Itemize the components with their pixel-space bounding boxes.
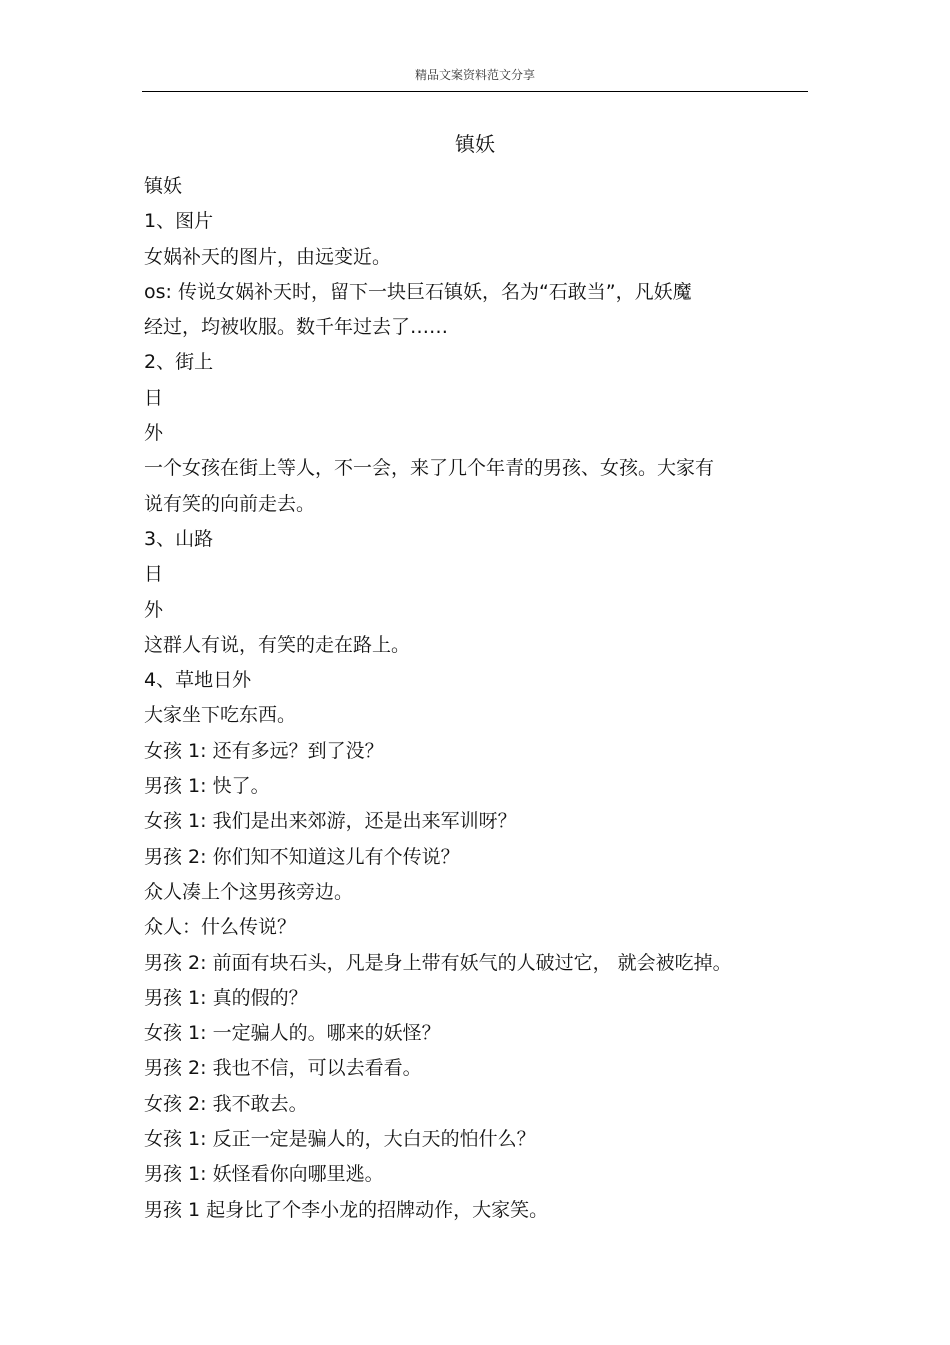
body-line: 外	[144, 598, 164, 621]
body-line: 这群人有说，有笑的走在路上。	[144, 633, 411, 656]
body-line: 女孩 1: 一定骗人的。哪来的妖怪？	[144, 1022, 441, 1045]
body-line: 男孩 2: 你们知不知道这儿有个传说？	[144, 845, 460, 868]
body-line: 3、山路	[144, 527, 214, 550]
document-body	[144, 169, 824, 1228]
body-line: 经过，均被收服。数千年过去了……	[144, 316, 449, 339]
page-header: 精品文案资料范文分享	[414, 68, 535, 82]
body-line: 男孩 1: 快了。	[144, 775, 270, 798]
body-line: 4、草地日外	[144, 669, 252, 692]
header-divider	[142, 91, 808, 92]
body-line: 男孩 1 起身比了个李小龙的招牌动作，大家笑。	[144, 1198, 549, 1221]
body-line: 一个女孩在街上等人，不一会，来了几个年青的男孩、女孩。大家有	[144, 457, 715, 480]
body-line: 2、街上	[144, 351, 214, 374]
body-line: 说有笑的向前走去。	[144, 492, 316, 515]
body-line: os: 传说女娲补天时，留下一块巨石镇妖，名为“石敢当”，凡妖魔	[144, 280, 692, 303]
body-line: 女孩 1: 还有多远？到了没？	[144, 739, 384, 762]
body-line: 男孩 1: 妖怪看你向哪里逃。	[144, 1163, 384, 1186]
body-line: 镇妖	[144, 175, 183, 197]
body-line: 大家坐下吃东西。	[144, 704, 297, 727]
body-line: 外	[144, 422, 164, 445]
body-line: 1、图片	[144, 210, 214, 233]
body-line: 众人凑上个这男孩旁边。	[144, 880, 354, 903]
body-line: 男孩 2: 我也不信，可以去看看。	[144, 1057, 422, 1080]
body-line: 女孩 2: 我不敢去。	[144, 1092, 308, 1115]
body-line: 众人：什么传说？	[144, 916, 297, 939]
body-line: 日	[144, 386, 164, 409]
body-line: 女娲补天的图片，由远变近。	[144, 245, 392, 268]
body-line: 女孩 1: 我们是出来郊游，还是出来军训呀？	[144, 810, 517, 833]
document-title: 镇妖	[455, 132, 495, 156]
body-line: 男孩 1: 真的假的？	[144, 986, 308, 1009]
body-line: 女孩 1: 反正一定是骗人的，大白天的怕什么？	[144, 1128, 536, 1151]
body-line: 男孩 2: 前面有块石头，凡是身上带有妖气的人破过它， 就会被吃掉。	[144, 951, 732, 974]
body-line: 日	[144, 563, 164, 586]
